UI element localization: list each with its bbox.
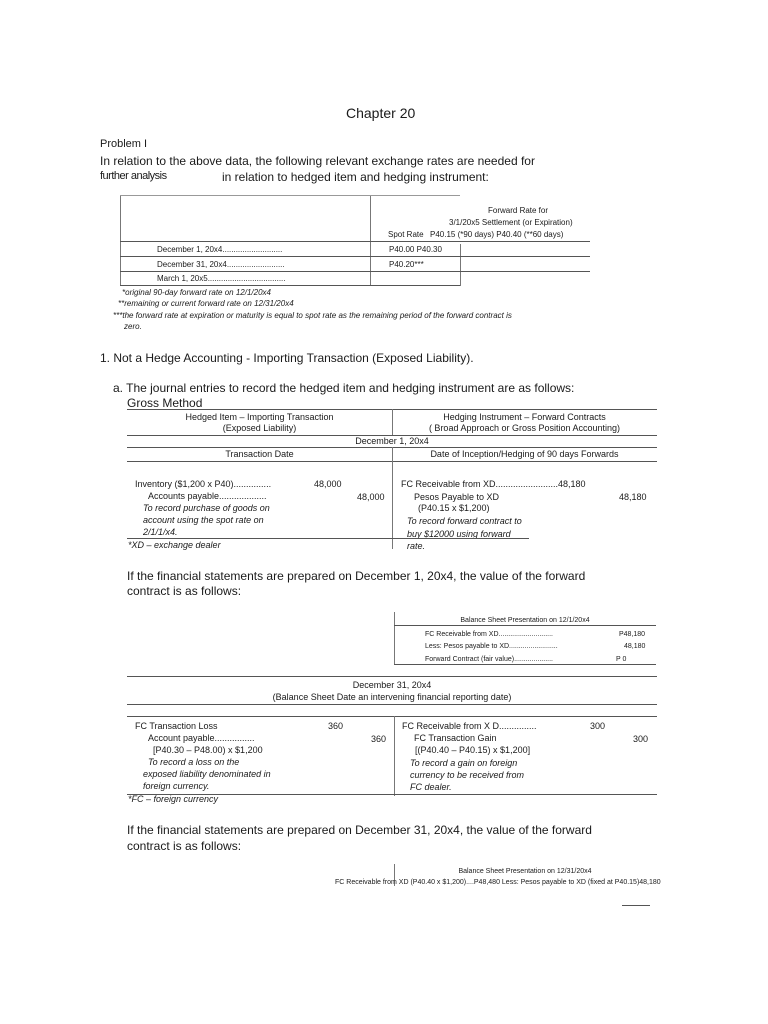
rate-row-date: March 1, 20x5................................... (157, 274, 286, 283)
bs-title: Balance Sheet Presentation on 12/1/20x4 (460, 617, 590, 624)
hedged-item-subheader: (Exposed Liability) (222, 423, 297, 433)
bs-amount: P48,180 (619, 631, 646, 638)
entry-explanation: exposed liability denominated in (143, 769, 271, 779)
entry-explanation: foreign currency. (143, 781, 210, 791)
note-4: zero. (124, 322, 142, 331)
bs-line: Forward Contract (fair value).................... (425, 656, 553, 663)
bs-title: Balance Sheet Presentation on 12/31/20x4 (458, 868, 592, 875)
bs-amount: 48,180 (624, 643, 646, 650)
note-3: ***the forward rate at expiration or maturity is equal to spot rate as the remaining period of the forward contract is (113, 311, 512, 320)
entry-explanation: To record a gain on foreign (410, 758, 518, 768)
entry-explanation: FC dealer. (410, 782, 452, 792)
intro-line-2a: further analysis (100, 170, 167, 182)
entry-line: FC Transaction Loss (135, 721, 218, 731)
bs-line: FC Receivable from XD (P40.40 x $1,200)....P48,480 Less: Pesos payable to XD (fixed at P40.15)48,180 (335, 879, 661, 886)
fs-paragraph-1b: contract is as follows: (127, 584, 242, 598)
forward-header-3: P40.15 (*90 days) P40.40 (**60 days) (430, 230, 564, 239)
entry-explanation: rate. (407, 541, 426, 551)
gross-method-label: Gross Method (127, 396, 203, 410)
section-heading: 1. Not a Hedge Accounting - Importing Transaction (Exposed Liability). (100, 351, 474, 365)
rate-row-date: December 1, 20x4........................... (157, 245, 283, 254)
entry-line: Inventory ($1,200 x P40)............... (135, 479, 272, 489)
footnote-fc: *FC – foreign currency (128, 794, 219, 804)
fs-paragraph-2b: contract is as follows: (127, 839, 242, 853)
footnote-xd: *XD – exchange dealer (128, 540, 221, 550)
entry-line: (P40.15 x $1,200) (418, 503, 490, 513)
bs-amount: P 0 (616, 656, 627, 663)
entry-line: FC Receivable from XD.........................48,180 (401, 479, 586, 489)
entry-explanation: buy $12000 using forward (407, 529, 511, 539)
inception-date-label: Date of Inception/Hedging of 90 days Forwards (430, 449, 619, 459)
entry-amount: 360 (371, 734, 387, 744)
entry-line: [(P40.40 – P40.15) x $1,200] (415, 745, 531, 755)
entry-explanation: 2/1/1/x4. (143, 527, 178, 537)
entry-line: [P40.30 – P48.00) x $1,200 (153, 745, 263, 755)
entry-amount: 48,000 (314, 479, 342, 489)
entry-amount: 360 (328, 721, 344, 731)
entry-amount: 48,180 (619, 492, 647, 502)
forward-header-2: 3/1/20x5 Settlement (or Expiration) (449, 218, 573, 227)
entry-amount: 300 (633, 734, 649, 744)
entry-line: FC Receivable from X D............... (402, 721, 537, 731)
journal-date-subtitle: (Balance Sheet Date an intervening financial reporting date) (272, 692, 512, 702)
entry-explanation: To record a loss on the (148, 757, 240, 767)
entry-amount: 48,000 (357, 492, 385, 502)
entry-explanation: account using the spot rate on (143, 515, 264, 525)
fs-paragraph-2a: If the financial statements are prepared on December 31, 20x4, the value of the forward (127, 823, 592, 837)
journal-date: December 1, 20x4 (355, 436, 429, 446)
forward-header-1: Forward Rate for (488, 206, 549, 215)
entry-explanation: currency to be received from (410, 770, 525, 780)
entry-amount: 300 (590, 721, 606, 731)
item-a: a. The journal entries to record the hedged item and hedging instrument are as follows: (113, 381, 575, 395)
hedging-instrument-subheader: ( Broad Approach or Gross Position Accounting) (428, 423, 621, 433)
entry-explanation: To record purchase of goods on (143, 503, 270, 513)
intro-line-2b: in relation to hedged item and hedging instrument: (222, 170, 489, 184)
hedged-item-header: Hedged Item – Importing Transaction (185, 412, 334, 422)
hedging-instrument-header: Hedging Instrument – Forward Contracts (443, 412, 606, 422)
bs-line: FC Receivable from XD............................ (425, 631, 553, 638)
entry-explanation: To record forward contract to (407, 516, 522, 526)
rate-row-date: December 31, 20x4.......................... (157, 260, 285, 269)
entry-line: Accounts payable................... (148, 491, 267, 501)
fs-paragraph-1a: If the financial statements are prepared on December 1, 20x4, the value of the forward (127, 569, 586, 583)
page-title: Chapter 20 (346, 105, 416, 121)
note-1: *original 90-day forward rate on 12/1/20x4 (122, 288, 271, 297)
note-2: **remaining or current forward rate on 12/31/20x4 (118, 299, 294, 308)
problem-label: Problem I (100, 138, 148, 150)
bs-line: Less: Pesos payable to XD......................... (425, 643, 558, 650)
rate-row-value: P40.20*** (389, 260, 424, 269)
entry-line: Account payable................ (148, 733, 255, 743)
journal-date: December 31, 20x4 (352, 680, 432, 690)
transaction-date-label: Transaction Date (225, 449, 294, 459)
entry-line: FC Transaction Gain (414, 733, 497, 743)
rate-row-value: P40.00 P40.30 (389, 245, 442, 254)
intro-line-1: In relation to the above data, the following relevant exchange rates are needed for (100, 154, 535, 168)
entry-line: Pesos Payable to XD (414, 492, 500, 502)
spot-rate-header: Spot Rate (388, 230, 424, 239)
